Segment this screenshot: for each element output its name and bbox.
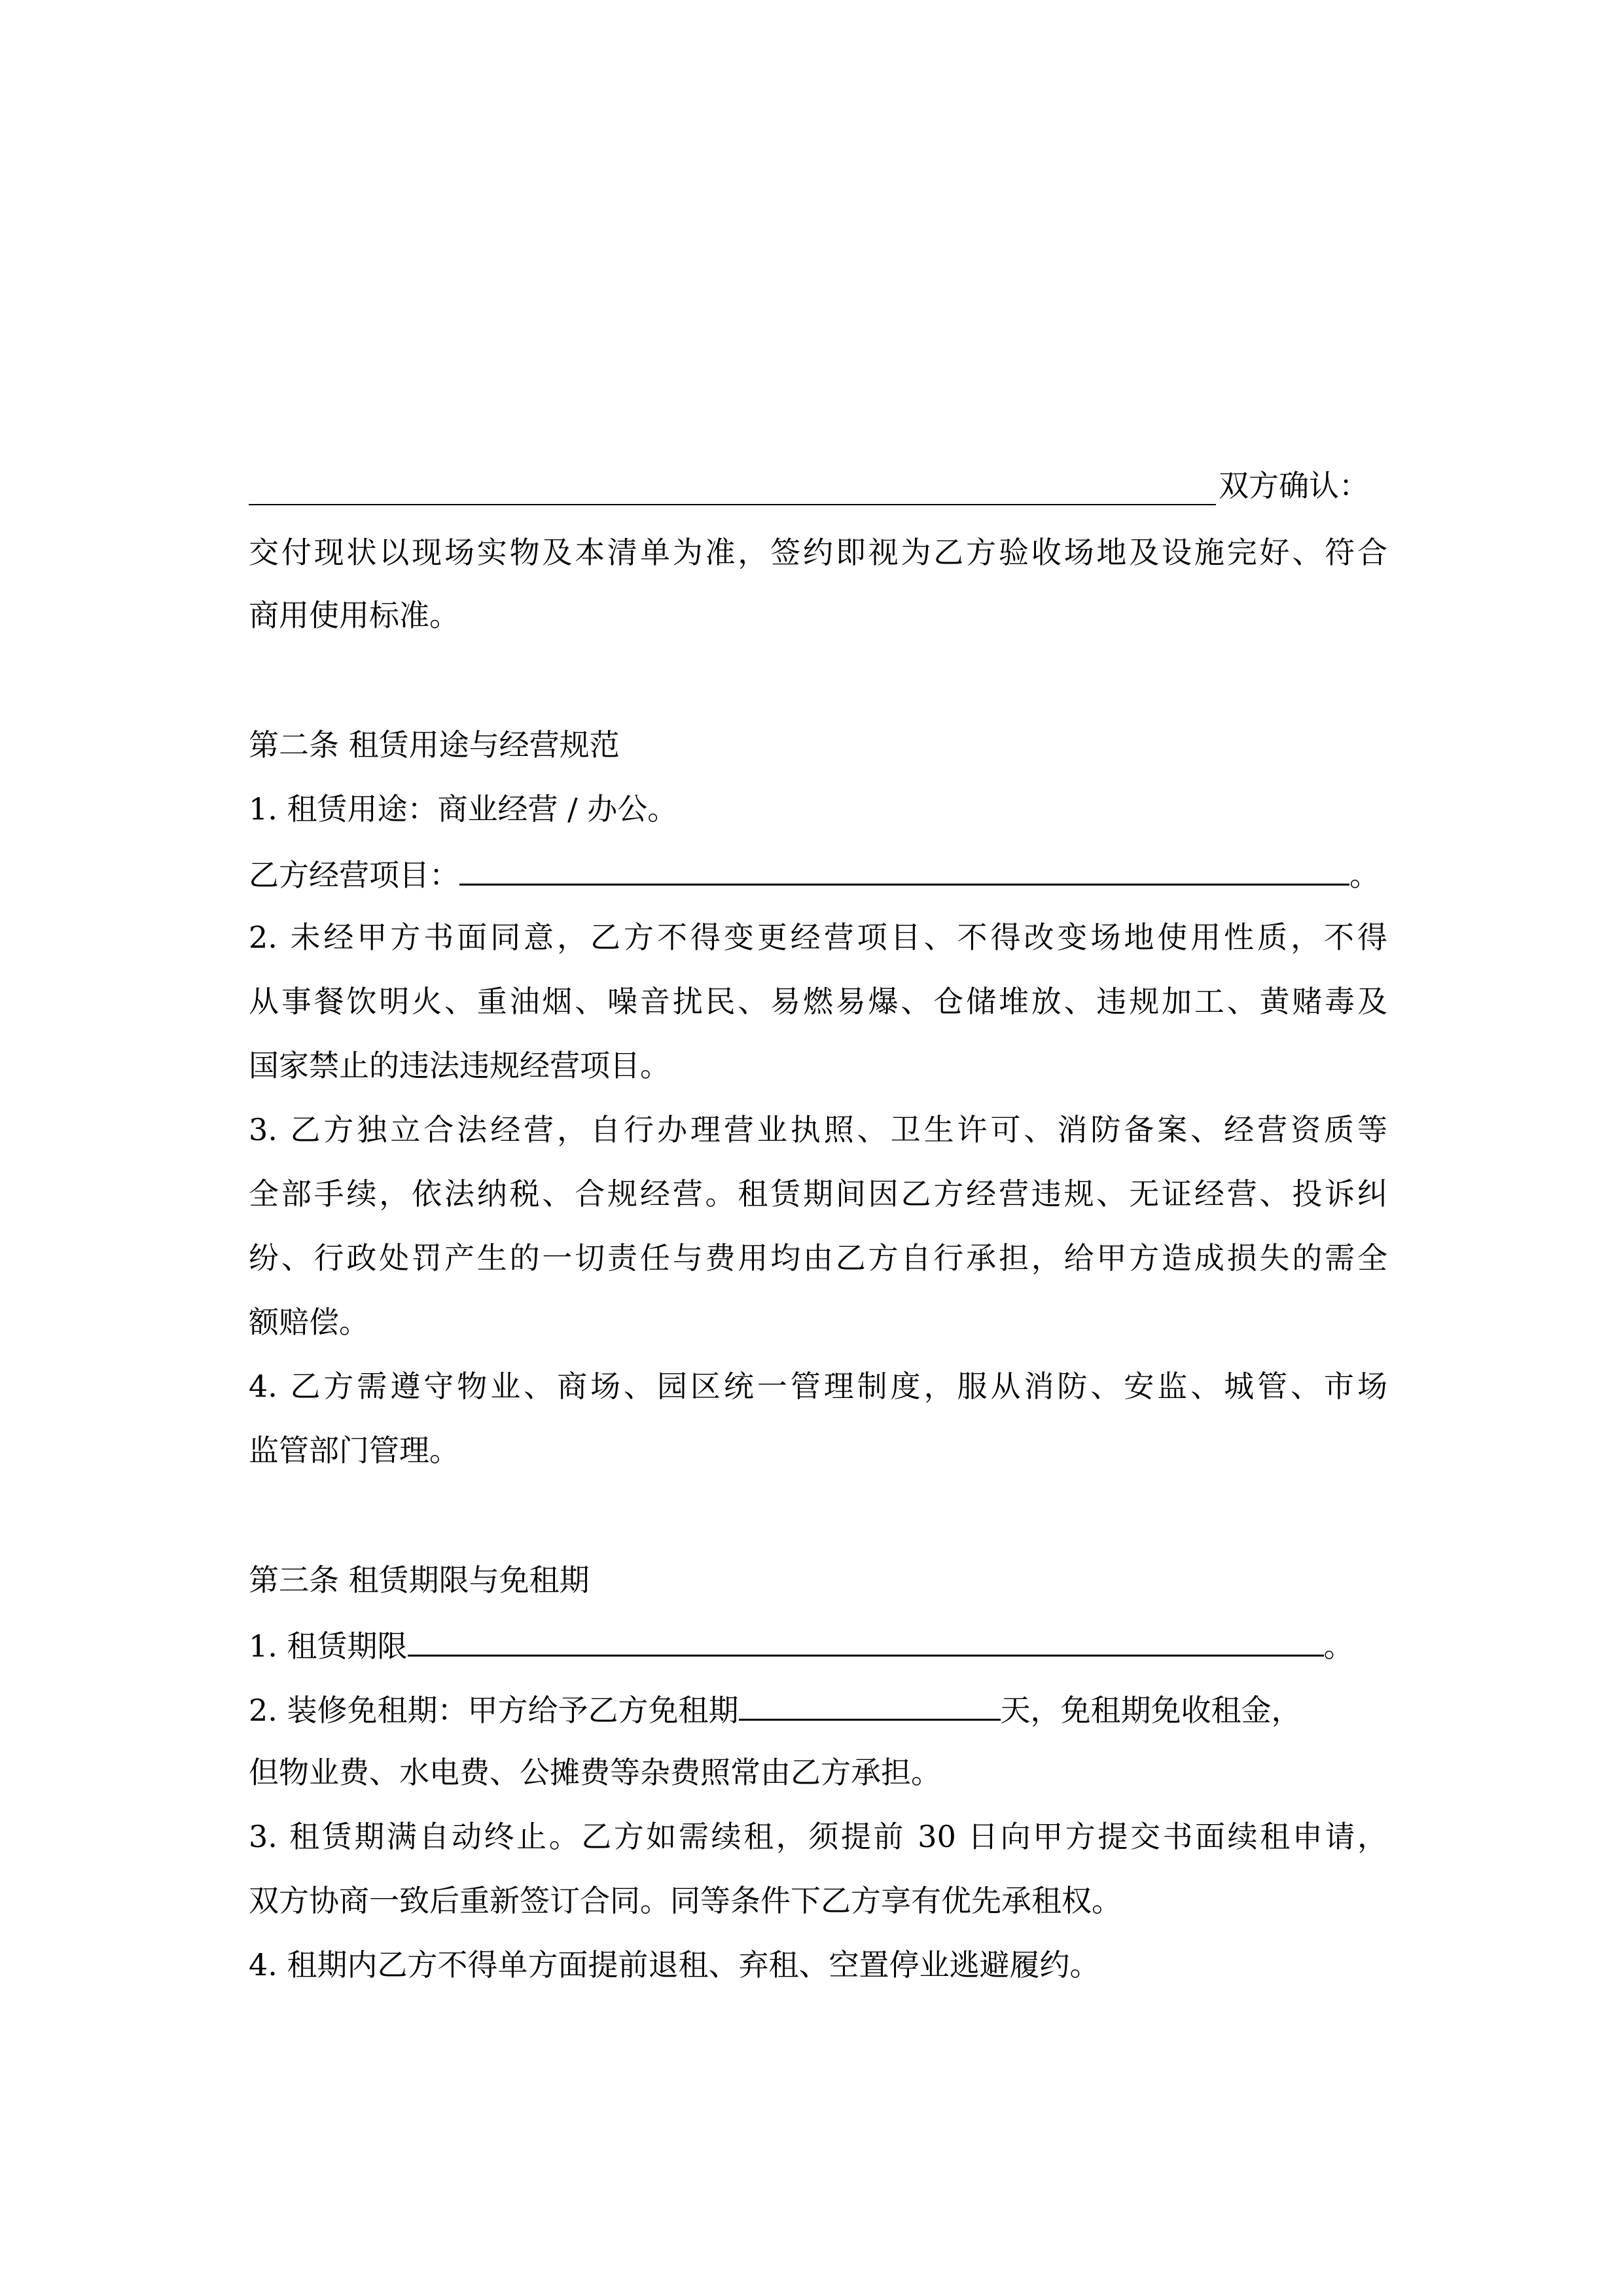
article-two-item-3-line-4: 额赔偿。	[249, 1304, 369, 1340]
article-two-item-1: 1. 租赁用途：商业经营 / 办公。	[249, 791, 678, 827]
lease-term-label: 1. 租赁期限	[249, 1628, 408, 1664]
lease-term-end: 。	[1323, 1628, 1354, 1664]
rent-free-days-blank[interactable]	[739, 1689, 1001, 1721]
article-two-item-2-line-2: 从事餐饮明火、重油烟、噪音扰民、易燃易爆、仓储堆放、违规加工、黄赌毒及	[249, 984, 1387, 1019]
business-project-end: 。	[1349, 857, 1380, 893]
article-two-item-3-line-2: 全部手续，依法纳税、合规经营。租赁期间因乙方经营违规、无证经营、投诉纠	[249, 1176, 1387, 1211]
article-three-heading: 第三条 租赁期限与免租期	[249, 1562, 590, 1598]
article-two-item-3-line-1: 3. 乙方独立合法经营，自行办理营业执照、卫生许可、消防备案、经营资质等	[249, 1112, 1387, 1147]
article-two-item-2-line-1: 2. 未经甲方书面同意，乙方不得变更经营项目、不得改变场地使用性质，不得	[249, 920, 1387, 955]
delivery-status-line-1: 交付现状以现场实物及本清单为准，签约即视为乙方验收场地及设施完好、符合	[249, 535, 1387, 570]
business-project-row	[249, 853, 1387, 893]
delivery-status-line-2: 商用使用标准。	[249, 598, 459, 633]
article-three-item-3-line-2: 双方协商一致后重新签订合同。同等条件下乙方享有优先承租权。	[249, 1883, 1122, 1918]
rent-free-line-2: 但物业费、水电费、公摊费等杂费照常由乙方承担。	[249, 1755, 941, 1790]
article-two-item-4-line-2: 监管部门管理。	[249, 1433, 459, 1468]
article-three-item-4: 4. 租期内乙方不得单方面提前退租、弃租、空置停业逃避履约。	[249, 1947, 1100, 1982]
business-project-label: 乙方经营项目：	[249, 857, 459, 893]
rent-free-tail: 天，免租期免收租金，	[1000, 1693, 1302, 1728]
confirm-label: 双方确认：	[1219, 468, 1369, 503]
rent-free-row	[249, 1689, 1387, 1728]
signature-line	[249, 504, 1216, 505]
lease-term-row	[249, 1624, 1387, 1664]
business-project-blank[interactable]	[459, 853, 1349, 886]
article-two-heading: 第二条 租赁用途与经营规范	[249, 727, 620, 762]
article-two-item-4-line-1: 4. 乙方需遵守物业、商场、园区统一管理制度，服从消防、安监、城管、市场	[249, 1369, 1387, 1404]
article-two-item-3-line-3: 纷、行政处罚产生的一切责任与费用均由乙方自行承担，给甲方造成损失的需全	[249, 1240, 1387, 1276]
article-three-item-3-line-1: 3. 租赁期满自动终止。乙方如需续租，须提前 30 日向甲方提交书面续租申请，	[249, 1819, 1387, 1854]
rent-free-label: 2. 装修免租期：甲方给予乙方免租期	[249, 1693, 739, 1728]
lease-term-blank[interactable]	[408, 1624, 1324, 1657]
article-two-item-2-line-3: 国家禁止的违法违规经营项目。	[249, 1048, 670, 1083]
